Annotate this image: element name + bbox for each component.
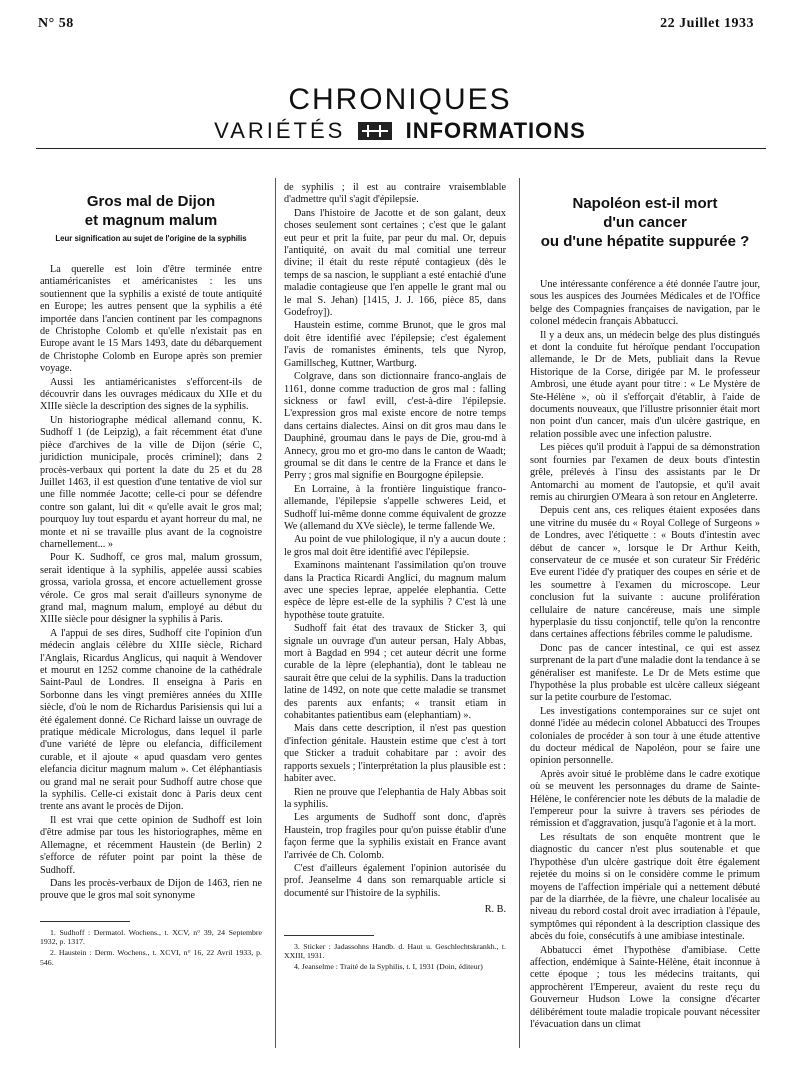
article-2-title: Napoléon est-il mort d'un cancer ou d'une hépatite suppurée ? — [540, 195, 750, 250]
paragraph: Depuis cent ans, ces reliques étaient exposées dans une vitrine du musée du « Royal College of Surgeons » de Londres, avec l'étiquette : « Bouts d'intestin avec début de cancer », lorsque le Dr Arthur Keith, conservateur de ce musée et son curateur Sir Frédéric Eve eurent l'idée d'y pratiquer des coupes en série et de les soumettre à l'examen du microscope. Leur conclusion fut la suivante : aucune prolifération cellulaire de nature cancéreuse, mais une simple hyperplasie du tissu conjonctif, telle qu'on la rencontre dans certaines affections fébriles comme le paludisme. — [530, 505, 760, 641]
paragraph: Pour K. Sudhoff, ce gros mal, malum grossum, serait identique à la syphilis, appelée aussi scabies grossa, variola grossa, et encore actuellement grosse vérole. Ce gros mal serait d'ailleurs synonyme de grand mal, magnum malum, employé au début du XIIIe siècle pour désigner la syphilis à Paris. — [40, 552, 262, 626]
article-1-title: Gros mal de Dijon et magnum malum — [84, 193, 218, 229]
paragraph: Examinons maintenant l'assimilation qu'on trouve dans la Practica Ricardi Anglici, du magnum malum avec une species leprae, appelée elephantia. Cette espèce de lèpre est-elle de la syphilis ? C'est là une hypothèse toute gratuite. — [284, 560, 506, 621]
paragraph: Les arguments de Sudhoff sont donc, d'après Haustein, trop fragiles pour qu'on puisse établir d'une façon ferme que la syphilis existait en France avant l'arrivée de Ch. Colomb. — [284, 812, 506, 861]
masthead-subtitle — [0, 118, 800, 144]
paragraph: Les investigations contemporaines sur ce sujet ont donné l'idée au médecin colonel Abbatucci des Troupes coloniales de procéder à son tour à une étude attentive du docteur médical de Napoléon, pour se faire une opinion personnelle. — [530, 705, 760, 767]
paragraph: Mais dans cette description, il n'est pas question d'infection génitale. Haustein estime que c'est à tort que Sticker a traduit cohabitare par : avoir des rapports sexuels ; l'interprétation la plus plausible est : habiter avec. — [284, 723, 506, 785]
column-divider — [519, 178, 520, 1048]
issue-number: N° 58 — [38, 16, 74, 31]
paragraph: En Lorraine, à la frontière linguistique franco-allemande, l'épilepsie s'appelle schweres Leid, et Sudhoff lui-même donne comme équivalent de grozze We (allemand du XVe siècle), le terme fallende We. — [284, 483, 506, 532]
article-1-column-1 — [40, 180, 262, 968]
paragraph: Les résultats de son enquête montrent que le diagnostic du cancer n'est plus soutenable et que l'hypothèse d'un ulcère gastrique doit être également rejetée du moins si on le considère comme le primum moyens de l'affection impériale qui a nettement débuté par de la diarrhée, de la fièvre, une chaleur localisée au niveau du rebord costal droit avec irradiation à l'épaule, symptômes qui répondent à la description classique des abcès du foie, consécutifs à une amibiase intestinale. — [530, 831, 760, 943]
footnote-rule — [284, 935, 374, 936]
paragraph: Aussi les antiaméricanistes s'efforcent-ils de découvrir dans les ouvrages médicaux du XIIe et du XIIIe siècle la description des signes de la syphilis. — [40, 376, 262, 413]
paragraph: La querelle est loin d'être terminée entre antiaméricanistes et américanistes : les uns soutiennent que la syphilis a existé de toute antiquité en Europe; les autres pensent que la syphilis a été importée dans l'ancien continent par les compagnons de Christophe Colomb et qu'elle n'existait pas en Europe avant le 15 Mars 1493, date du débarquement de Christophe Colomb en Europe après son premier voyage. — [40, 264, 262, 375]
paragraph: A l'appui de ses dires, Sudhoff cite l'opinion d'un médecin anglais célèbre du XIIIe siècle, Richard l'Anglais, Ricardus Anglicus, qui naquit à Wendover et mourut en 1252 comme chanoine de la cathédrale Saint-Paul de Londres. Il enseigna à Paris en Sorbonne dans les vingt premières années du XIIIe siècle, d'où le nom de Richardus Parisiensis qui lui a été également donné. Ce Richard laisse un ouvrage de pratique médicale Micrologus, dans lequel il parle d'une variété de lèpre ou elefancia, difficilement curable, et il ajoute « apud quasdam vero gentes elefancia dicitur magnum malum ». Cet éléphantiasis ou grand mal ne serait pour Sudhoff autre chose que la syphilis. Celle-ci existait donc à Paris deux cent trente ans avant le procès de Dijon. — [40, 627, 262, 813]
paragraph: Abbatucci émet l'hypothèse d'amibiase. Cette affection, endémique à Sainte-Hélène, était inconnue à cette époque ; tous les médecins traitants, qui approchèrent l'Empereur, avaient du reste reçu du Gouverneur Hudson Lowe la consigne d'écarter délibérément toute maladie tropicale pouvant nécessiter l'évacuation dans un climat — [530, 944, 760, 1030]
paragraph: Après avoir situé le problème dans le cadre exotique où se meuvent les personnages du drame de Sainte-Hélène, le conférencier note les débuts de la maladie de l'empereur pour la suivre à travers ses périodes de rémission et d'aggravation, jusqu'à l'agonie et à la mort. — [530, 768, 760, 830]
paragraph: Il y a deux ans, un médecin belge des plus distingués et dont la conduite fut héroïque pendant l'occupation allemande, le Dr de Mets, publiait dans la Revue Historique de la Corse, dirigée par M. le professeur Ambrosi, une étude ayant pour titre : « Le Mystère de Ste-Hélène », où il s'efforçait d'établir, à l'aide de documents nouveaux, que l'illustre prisonnier était mort non point d'un cancer, mais d'un ulcère gastrique, en relation possible avec une infection palustre. — [530, 329, 760, 440]
paragraph: Colgrave, dans son dictionnaire franco-anglais de 1161, donne comme traduction de gros mal : falling sickness or fawl evill, c'est-à-dire l'épilepsie. L'expression gros mal existe encore de notre temps dans certains dialectes. Ainsi on dit gros mau dans le Dauphiné, groumau dans le pays de Die, grou-md à Annecy, grou mo et gro-mo dans le canton de Waadt; groumal se dit dans le centre de la France et dans le Perry ; gros mal signifie en Bourgogne épilepsie. — [284, 371, 506, 482]
paragraph: Une intéressante conférence a été donnée l'autre jour, sous les auspices des Journées Médicales et de l'Office belge des Compagnies françaises de navigation, par le colonel médecin français Abbatucci. — [530, 279, 760, 328]
paragraph: Un historiographe médical allemand connu, K. Sudhoff 1 (de Leipzig), a fait récemment état d'une pièce d'archives de la ville de Dijon (série C, juridiction municipale, procès criminel); dans 2 procès-verbaux qui portent la date du 25 et du 28 Juillet 1463, il est question d'une tentative de viol sur une fille nommée Jacotte; celle-ci pour se défendre contre son galant, lui dit « qu'elle avait le gros mal; pourquoy luy tout espardu et ayant horreur du mal, ne monte et ni se travaille plus avant de la cognoistre charnellement... » — [40, 414, 262, 550]
masthead-informations: INFORMATIONS — [405, 118, 586, 143]
paragraph: Sudhoff fait état des travaux de Sticker 3, qui signale un ouvrage d'un auteur persan, Haly Abbas, mort à Bagdad en 994 ; cet auteur décrit une forme curable de la lèpre (elephantia), dont le tableau ne saurait être que celui de la syphilis. Dans la traduction latine de 1492, on note que cette maladie se transmet des parents aux enfants; « transit etiam in cohabitantes patientibus eam (elephantiam) ». — [284, 623, 506, 722]
paragraph: Il est vrai que cette opinion de Sudhoff est loin d'être admise par tous les historiographes, même en Allemagne, et récemment Haustein (de Berlin) 2 s'efforce de réfuter point par point la thèse de Sudhoff. — [40, 814, 262, 876]
paragraph: de syphilis ; il est au contraire vraisemblable d'admettre qu'il s'agit d'épilepsie. — [284, 182, 506, 206]
paragraph: Donc pas de cancer intestinal, ce qui est assez surprenant de la part d'une maladie dont la tendance à se généraliser est manifeste. Le Dr de Mets estime que l'hypothèse la plus probable est ulcère calleux siégeant sur la petite courbure de l'estomac. — [530, 642, 760, 704]
masthead-rule — [36, 148, 766, 149]
masthead — [0, 84, 800, 144]
masthead-varietes: VARIÉTÉS — [214, 118, 346, 143]
column-divider — [275, 178, 276, 1048]
footnote: 4. Jeanselme : Traité de la Syphilis, t. I, 1931 (Doin, éditeur) — [294, 961, 483, 971]
paragraph: Les pièces qu'il produit à l'appui de sa démonstration sont fournies par l'examen de deux bouts d'intestin grêle, prélevés à l'insu des assistants par le Dr Antomarchi au moment de l'autopsie, et qu'il avait remis au chirurgien O'Meara à son retour en Angleterre. — [530, 442, 760, 503]
footnote: 1. Sudhoff : Dermatol. Wochens., t. XCV, n° 39, 24 Septembre 1932, p. 1317. — [40, 927, 262, 947]
paragraph: C'est d'ailleurs également l'opinion autorisée du prof. Jeanselme 4 dans son remarquable article si documenté sur l'histoire de la syphilis. — [284, 862, 506, 899]
issue-date: 22 Juillet 1933 — [660, 16, 754, 31]
signature: R. B. — [484, 904, 506, 916]
footnote-rule — [40, 921, 130, 922]
paragraph: Haustein estime, comme Brunot, que le gros mal doit être identifié avec l'épilepsie; c'est également l'avis de romanistes éminents, tels que Nyrop, Gamillscheg, Kuttner, Wartburg. — [284, 320, 506, 369]
footnote: 2. Haustein : Derm. Wochens., t. XCVI, n° 16, 22 Avril 1933, p. 546. — [40, 947, 262, 967]
paragraph: Rien ne prouve que l'elephantia de Haly Abbas soit la syphilis. — [284, 786, 506, 810]
article-1-column-2 — [284, 182, 506, 972]
footnote: 3. Sticker : Jadassohns Handb. d. Haut u. Geschlechtskrankh., t. XXIII, 1931. — [284, 941, 506, 961]
masthead-title: CHRONIQUES — [288, 83, 512, 116]
masthead-logo-icon — [358, 122, 392, 140]
article-2-column — [530, 178, 760, 1032]
paragraph: Dans les procès-verbaux de Dijon de 1463, rien ne prouve que le gros mal soit synonyme — [40, 877, 262, 902]
paragraph: Au point de vue philologique, il n'y a aucun doute : le gros mal doit être identifié avec l'épilepsie. — [284, 534, 506, 558]
paragraph: Dans l'histoire de Jacotte et de son galant, deux choses seulement sont certaines ; c'est que le galant eut peur et prit la fuite, par peur du mal. Or, depuis l'antiquité, on avait du mal comitial une terreur divine; il était du reste réputé contagieux (dès le temps de sa nascion, le suppliant a esté entachié d'une maladie contagieuse que l'en appelle le grant mal ou le mal S. Jehan) [1415, J. J. 166, pièce 85, dans Godefroy]). — [284, 207, 506, 319]
article-1-subtitle: Leur signification au sujet de l'origine de la syphilis — [55, 234, 247, 243]
